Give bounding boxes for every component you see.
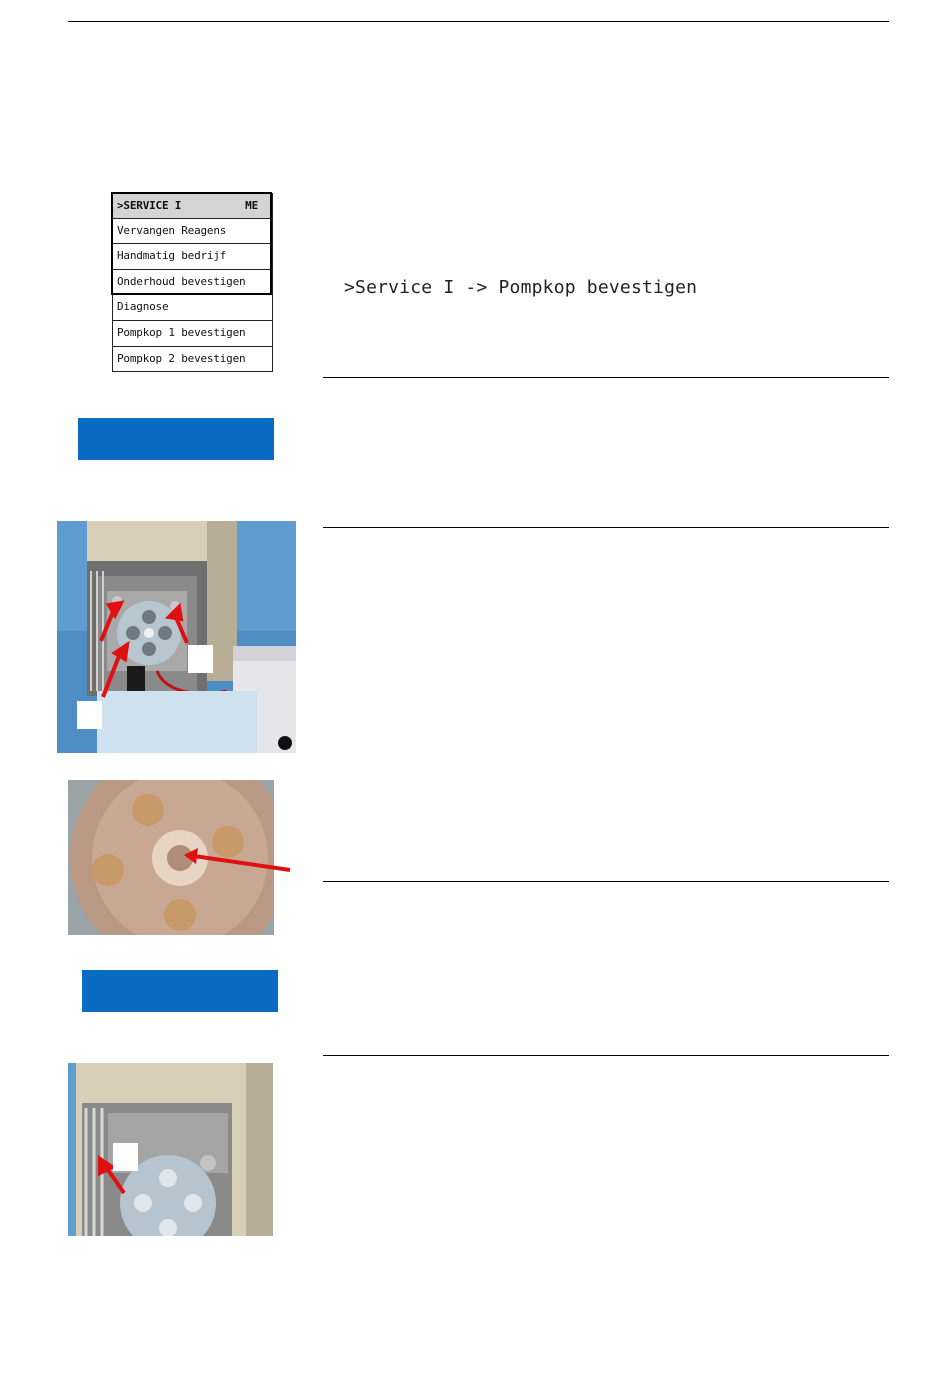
menu-item-onderhoud-bevestigen[interactable] — [112, 270, 273, 296]
menu-item-handmatig-bedrijf[interactable] — [112, 244, 273, 270]
menu-item-vervangen-reagens[interactable] — [112, 219, 273, 245]
section-rule — [323, 1055, 889, 1056]
menu-item-diagnose[interactable] — [112, 295, 273, 321]
section-rule — [323, 881, 889, 882]
blue-label-bar — [82, 970, 278, 1012]
section-rule — [323, 377, 889, 378]
menu-item-pompkop-1[interactable] — [112, 321, 273, 347]
menu-header-tag: ME — [245, 199, 258, 212]
menu-header-label: >SERVICE I — [117, 199, 182, 212]
menu-item-pompkop-2[interactable] — [112, 347, 273, 373]
pump-housing-photo — [68, 1063, 273, 1236]
pump-head-photo — [57, 521, 296, 753]
menu-item-label: Pompkop 1 bevestigen — [117, 325, 246, 339]
menu-path-text: >Service I -> Pompkop bevestigen — [344, 277, 698, 298]
menu-item-label: Handmatig bedrijf — [117, 249, 227, 263]
menu-item-label: Onderhoud bevestigen — [117, 274, 246, 288]
red-arrow-icon — [180, 842, 295, 877]
lcd-menu — [112, 193, 273, 372]
header-rule — [68, 21, 889, 22]
blue-label-bar — [78, 418, 274, 460]
menu-item-label: Vervangen Reagens — [117, 223, 227, 237]
menu-item-label: Pompkop 2 bevestigen — [117, 351, 246, 365]
section-rule — [323, 527, 889, 528]
menu-header — [112, 193, 273, 219]
menu-item-label: Diagnose — [117, 300, 169, 314]
